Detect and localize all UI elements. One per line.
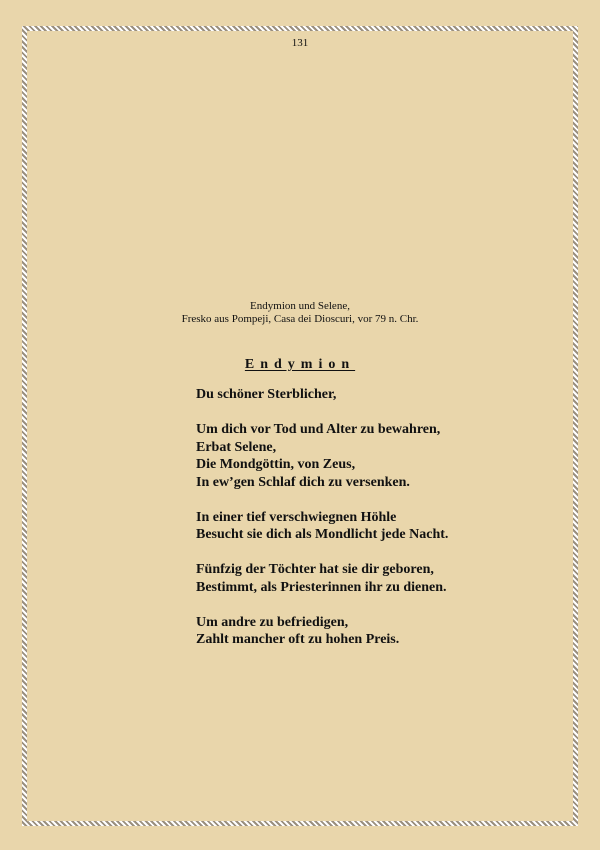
poem-line: Du schöner Sterblicher, [196,387,337,402]
poem-line: Fünfzig der Töchter hat sie dir geboren, [196,562,434,577]
caption-title: Endymion und Selene, [250,300,350,312]
poem-body [196,386,448,666]
caption-source: Fresko aus Pompeji, Casa dei Dioscuri, vor 79 n. Chr. [181,313,419,325]
stanza [196,561,448,596]
poem-line: In einer tief verschwiegnen Höhle [196,509,397,525]
poem-line: In ew’gen Schlaf dich zu versenken. [196,474,410,490]
poem-line: Erbat Selene, [196,439,277,455]
stanza [196,386,448,404]
poem-line: Die Mondgöttin, von Zeus, [196,457,356,472]
poem-line: Bestimmt, als Priesterinnen ihr zu dienen. [196,579,447,595]
image-caption [0,300,600,326]
page-number: 131 [291,37,309,49]
poem-line: Besucht sie dich als Mondlicht jede Nacht. [196,527,449,542]
poem-title: Endymion [244,357,356,372]
poem-line: Um dich vor Tod und Alter zu bewahren, [196,422,441,437]
stanza [196,614,448,649]
poem-line: Um andre zu befriedigen, [196,614,349,630]
stanza [196,421,448,491]
stanza [196,509,448,544]
poem-line: Zahlt mancher oft zu hohen Preis. [196,632,400,647]
